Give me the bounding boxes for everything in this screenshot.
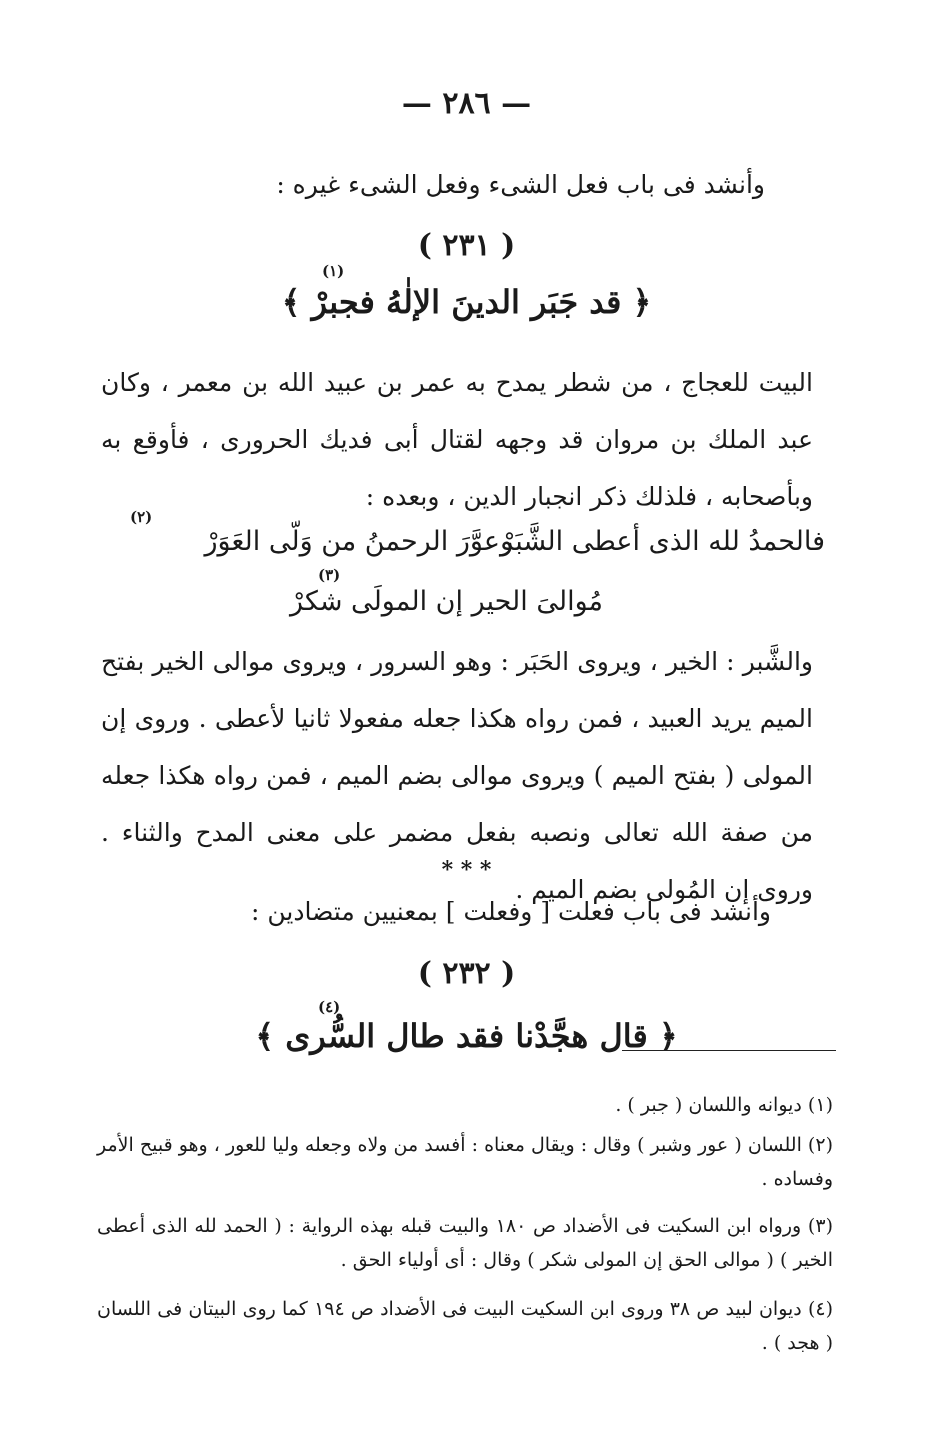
footnote-ref-4: (٤) [318,998,341,1016]
hemistich-second: وعوَّرَ الرحمنُ من وَلّى العَوَرْ [204,526,513,557]
footnote-2: (٢) اللسان ( عور وشبر ) وقال : ويقال معناه : أفسد من ولاه وجعله وليا للعور ، وهو قبيح الأمر وفساده . [97,1134,833,1190]
verse-number-232: ( ٢٣٢ ) [417,956,516,991]
verse-231: ﴿ قد جَبَر الدينَ الإلٰهُ فجبرْ ﴾ [281,283,652,321]
section-separator: * * * [441,857,492,883]
footnote-3: (٣) ورواه ابن السكيت فى الأضداد ص ١٨٠ والبيت قبله بهذه الرواية : ( الحمد لله الذى أعطى الخير ) ( موالى الحق إن المولى شكر ) وقال : أى أولياء الحق . [97,1215,833,1271]
verse-number-231: ( ٢٣١ ) [417,228,516,263]
verse-232: ﴿ قال هجَّدْنا فقد طال السُّرى ﴾ [255,1017,678,1055]
footnote-4: (٤) ديوان لبيد ص ٣٨ وروى ابن السكيت البيت فى الأضداد ص ١٩٤ كما روى البيتان فى اللسان ( هجد ) . [97,1298,834,1354]
commentary-paragraph-1: البيت للعجاج ، من شطر يمدح به عمر بن عبيد الله بن معمر ، وكان عبد الملك بن مروان قد وجهه لقتال أبى فديك الحرورى ، فأوقع به وبأصحابه ، فلذلك ذكر انجبار الدين ، وبعده : [101,368,813,511]
footnote-divider [622,1050,836,1051]
page-number: — ٢٨٦ — [401,86,532,121]
footnote-ref-2: (٢) [130,508,153,526]
intro-line-2: وأنشد فى باب فعلت [ وفعلت ] بمعنيين متضادين : [251,897,771,926]
commentary-paragraph-2: والشَّبر : الخير ، ويروى الحَبَر : وهو السرور ، ويروى موالى الخير بفتح الميم يريد العبيد ، فمن رواه هكذا جعله مفعولا ثانيا لأعطى . وروى إن المولى ( بفتح الميم ) ويروى موالى بضم الميم ، فمن رواه هكذا جعله من صفة الله تعالى ونصبه بفعل مضمر على معنى المدح والثناء . وروى إن المُولى بضم الميم . [101,647,813,904]
intro-line-1: وأنشد فى باب فعل الشىء وفعل الشىء غيره : [276,170,765,199]
footnote-1: (١) ديوانه واللسان ( جبر ) . [615,1094,833,1116]
hemistich-third: مُوالىَ الحير إن المولَى شكرْ [290,586,603,617]
hemistich-first: فالحمدُ لله الذى أعطى الشَّبَرْ [500,526,825,557]
footnote-ref-3: (٣) [318,566,341,584]
footnote-ref-1: (١) [322,262,345,280]
